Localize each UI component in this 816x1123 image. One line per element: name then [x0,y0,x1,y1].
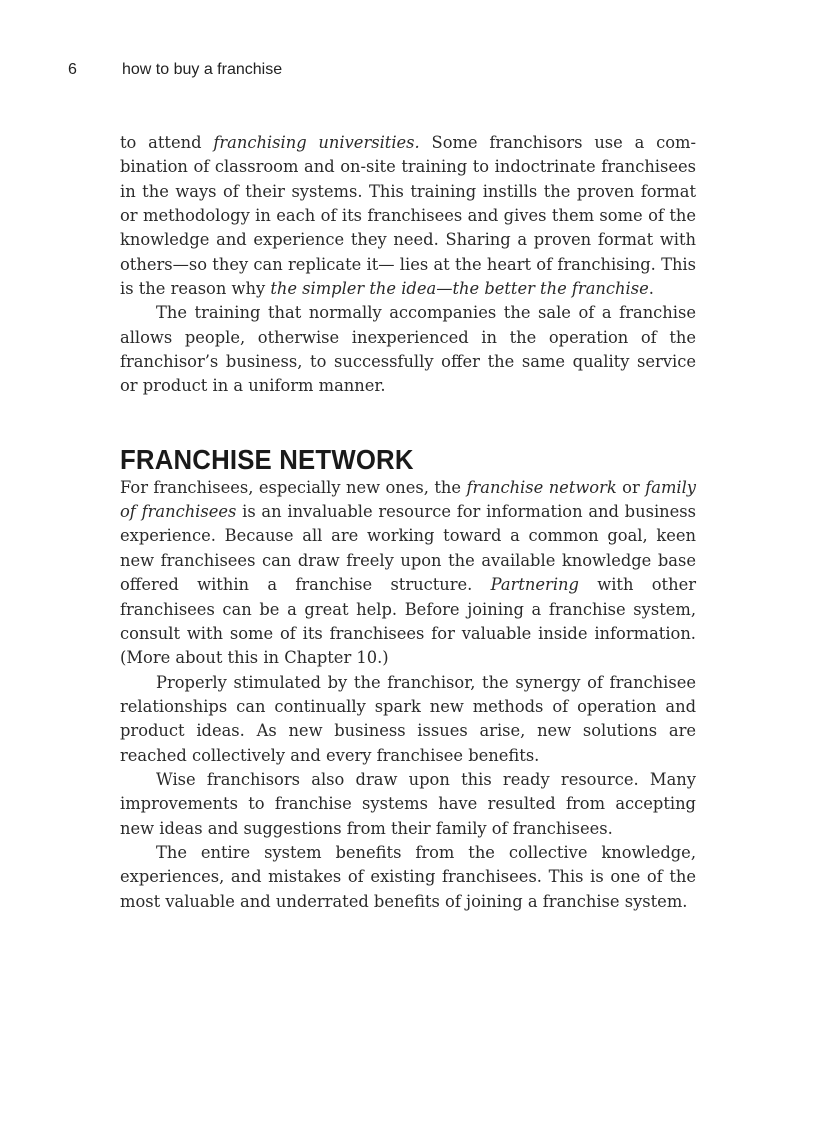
intro-paragraph-2: The training that normally accompanies the sale of a franchise allows people, otherwise inexperienced in the operation of the franchisor’s business, to successfully offer the same quality service or product in a uniform manner. [120,303,696,396]
text-run: is an invaluable resource for information and business experience. Because all are working toward a common goal, keen new franchisees can draw freely upon the available knowledge base offered within a franchise structure. [120,502,696,595]
text-run: or [616,477,646,497]
text-run: Some franchisors use a combination of classroom and on-site training to indoctrinate franchisees in the ways of their systems. This training instills the proven format or methodology in each of its franchisees and gives them some of the knowledge and experience they need. Sharing a proven format with others—so they can replicate it— lies at the heart of franchising. This is the reason why [120,133,697,299]
italic-term: franchising universities. [213,133,420,152]
page-number: 6 [68,61,77,78]
running-title: how to buy a franchise [122,61,283,78]
running-head [68,61,282,79]
italic-term: family of franchisees [120,477,697,522]
text-run: with other franchisees can be a great help. Before joining a franchise system, consult with some of its franchisees for valuable inside information. (More about this in Chapter 10.) [120,575,696,668]
text-run: . [648,279,654,299]
text-run: For franchisees, especially new ones, the [120,477,467,497]
body-text [120,131,696,914]
italic-term: Partnering [490,575,579,595]
intro-paragraph-1 [120,131,696,301]
section-paragraph-2: Properly stimulated by the franchisor, the synergy of franchisee relationships can continually spark new methods of operation and product ideas. As new business issues arise, new solutions are reached collectively and every franchisee benefits. [120,672,696,765]
italic-phrase: the simpler the idea—the better the franchise [270,279,649,299]
section-paragraph-4: The entire system benefits from the collective knowledge, experiences, and mistakes of existing franchisees. This is one of the most valuable and underrated benefits of joining a franchise system. [120,842,696,911]
text-run: to attend [120,133,214,152]
italic-term: franchise network [466,477,617,497]
section-paragraph-3: Wise franchisors also draw upon this ready resource. Many improvements to franchise systems have resulted from accepting new ideas and suggestions from their family of franchisees. [120,769,696,838]
section-paragraph-1 [120,476,696,671]
section-heading: FRANCHISE NETWORK [120,443,414,475]
